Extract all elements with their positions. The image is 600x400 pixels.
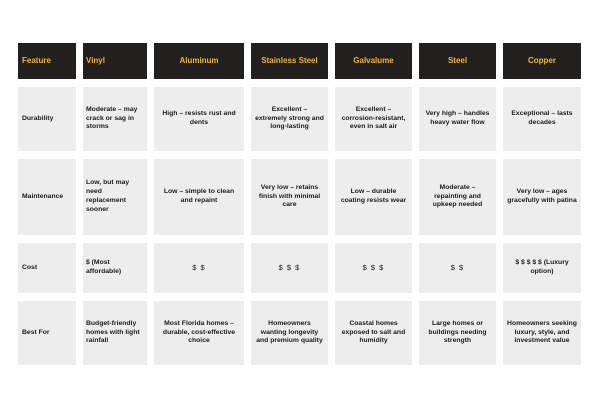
table-cell: Exceptional – lasts decades (503, 87, 581, 151)
table-cell: $ $ $ $ $ (Luxury option) (503, 243, 581, 293)
header-stainless-steel: Stainless Steel (251, 43, 328, 79)
table-cell: $ $ $ (251, 243, 328, 293)
table-cell: Excellent – extremely strong and long-lasting (251, 87, 328, 151)
table-cell: Excellent – corrosion-resistant, even in salt air (335, 87, 412, 151)
table-cell: Low, but may need replacement sooner (83, 159, 147, 235)
table-cell: High – resists rust and dents (154, 87, 244, 151)
table-cell: Very high – handles heavy water flow (419, 87, 496, 151)
table-cell: Low – simple to clean and repaint (154, 159, 244, 235)
row-label-cost: Cost (18, 243, 76, 293)
comparison-table (18, 43, 581, 365)
table-cell: Very low – ages gracefully with patina (503, 159, 581, 235)
table-cell: Budget-friendly homes with light rainfall (83, 301, 147, 365)
header-feature: Feature (18, 43, 76, 79)
table-cell: Very low – retains finish with minimal care (251, 159, 328, 235)
table-cell: Low – durable coating resists wear (335, 159, 412, 235)
header-galvalume: Galvalume (335, 43, 412, 79)
row-label-best-for: Best For (18, 301, 76, 365)
table-cell: Large homes or buildings needing strength (419, 301, 496, 365)
row-label-durability: Durability (18, 87, 76, 151)
table-cell: $ $ $ (335, 243, 412, 293)
table-cell: Moderate – may crack or sag in storms (83, 87, 147, 151)
table-cell: Homeowners seeking luxury, style, and investment value (503, 301, 581, 365)
table-cell: $ $ (419, 243, 496, 293)
header-steel: Steel (419, 43, 496, 79)
table-cell: Moderate – repainting and upkeep needed (419, 159, 496, 235)
header-aluminum: Aluminum (154, 43, 244, 79)
table-cell: Homeowners wanting longevity and premium quality (251, 301, 328, 365)
table-cell: Most Florida homes – durable, cost-effective choice (154, 301, 244, 365)
table-cell: $ (Most affordable) (83, 243, 147, 293)
header-vinyl: Vinyl (83, 43, 147, 79)
table-cell: $ $ (154, 243, 244, 293)
table-cell: Coastal homes exposed to salt and humidity (335, 301, 412, 365)
row-label-maintenance: Maintenance (18, 159, 76, 235)
header-copper: Copper (503, 43, 581, 79)
